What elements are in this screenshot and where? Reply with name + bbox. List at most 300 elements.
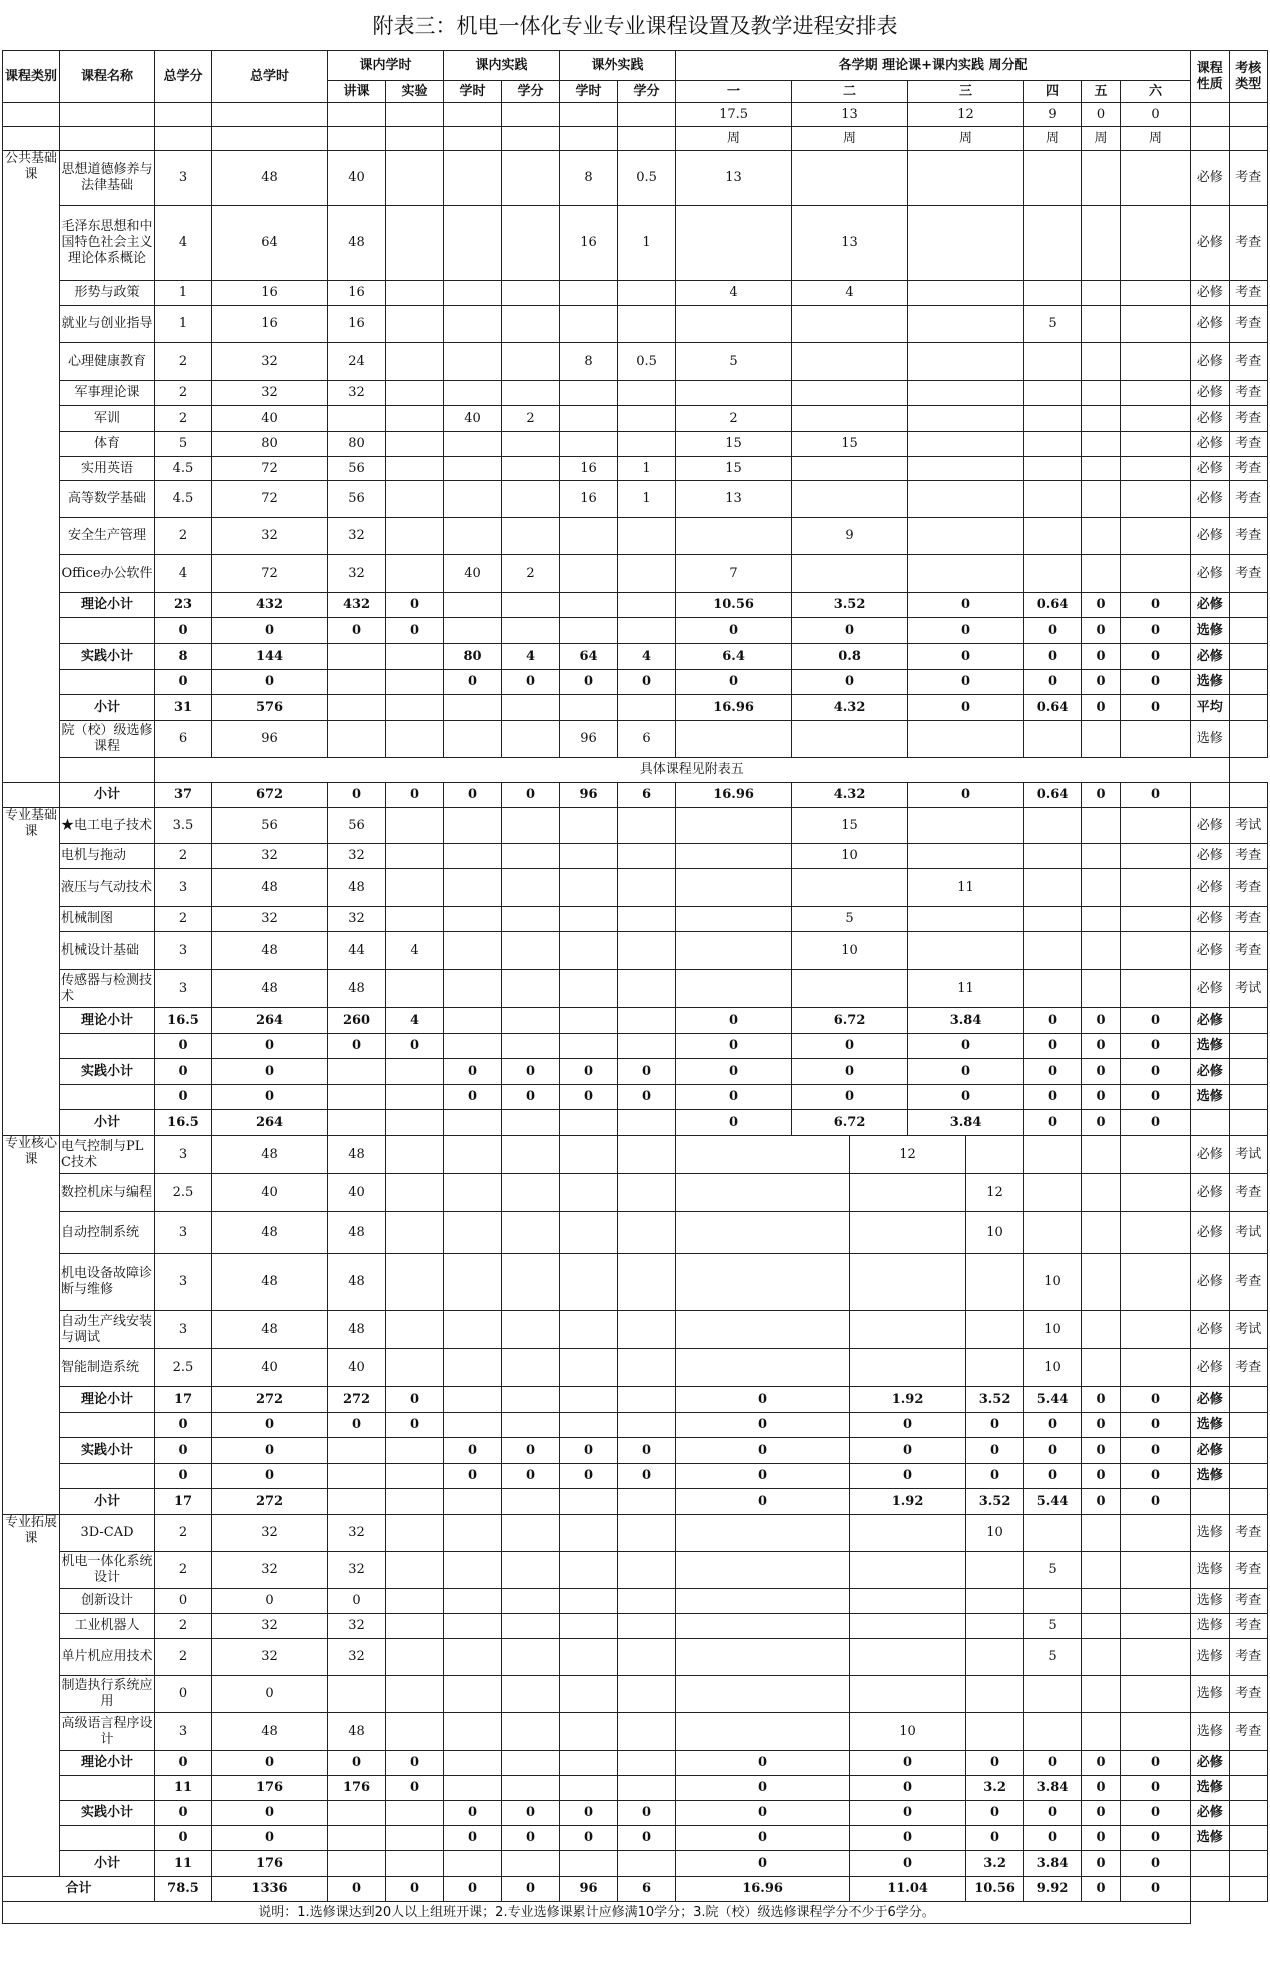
table-cell: 48 — [328, 1212, 386, 1254]
table-row — [3, 1826, 1268, 1851]
table-cell — [1191, 1877, 1229, 1902]
table-cell: 176 — [212, 1851, 328, 1877]
table-cell — [502, 844, 560, 869]
table-cell: 0 — [1121, 1776, 1191, 1801]
table-cell — [1082, 1713, 1121, 1751]
table-cell: 80 — [328, 432, 386, 457]
table-cell — [1024, 343, 1082, 381]
table-cell — [618, 127, 676, 151]
table-cell: 0 — [1082, 644, 1121, 670]
table-cell: 0 — [1121, 1489, 1191, 1515]
table-cell: 0 — [386, 593, 444, 618]
table-cell — [1121, 1676, 1191, 1713]
table-cell — [1082, 151, 1121, 206]
table-cell — [1229, 103, 1267, 127]
table-cell: 0 — [1082, 670, 1121, 695]
table-cell: 0 — [328, 1413, 386, 1438]
table-cell — [386, 306, 444, 343]
table-cell — [560, 1851, 618, 1877]
table-cell: 0 — [502, 670, 560, 695]
table-cell — [386, 1311, 444, 1349]
table-cell: 0 — [1024, 1085, 1082, 1110]
table-cell — [1229, 618, 1267, 644]
table-cell: 3.2 — [966, 1851, 1024, 1877]
table-cell — [1121, 907, 1191, 932]
table-cell: 3.5 — [155, 808, 212, 844]
summary-label — [60, 1776, 155, 1801]
table-cell: 必修 — [1191, 644, 1229, 670]
table-cell: 0 — [502, 1464, 560, 1489]
category-public: 公共基础课 — [3, 151, 60, 783]
table-cell: 23 — [155, 593, 212, 618]
table-cell — [966, 1552, 1024, 1589]
table-cell — [560, 1515, 618, 1552]
table-cell — [966, 1349, 1024, 1387]
table-cell: 0 — [1121, 783, 1191, 808]
table-cell: 0 — [155, 1751, 212, 1776]
table-cell: 0 — [676, 1387, 850, 1413]
table-cell: 4 — [618, 644, 676, 670]
table-cell — [1121, 1349, 1191, 1387]
table-cell: 2 — [155, 1639, 212, 1676]
table-cell — [1082, 808, 1121, 844]
table-cell — [1229, 1489, 1267, 1515]
table-row — [3, 103, 1268, 127]
table-cell: 0 — [502, 1085, 560, 1110]
table-cell: 0 — [1121, 593, 1191, 618]
table-row — [3, 1254, 1268, 1311]
table-cell — [560, 1614, 618, 1639]
week-cell: 周 — [1121, 127, 1191, 151]
table-cell — [386, 1212, 444, 1254]
week-cell: 周 — [1024, 127, 1082, 151]
table-cell: 32 — [212, 1614, 328, 1639]
table-cell: 0 — [850, 1826, 966, 1851]
table-cell — [618, 1008, 676, 1034]
table-cell — [386, 1515, 444, 1552]
table-cell: 考查 — [1229, 1713, 1267, 1751]
course-name: 就业与创业指导 — [60, 306, 155, 343]
table-cell — [676, 721, 792, 758]
table-cell: 32 — [328, 1639, 386, 1676]
course-name: 传感器与检测技术 — [60, 970, 155, 1008]
table-cell — [502, 1851, 560, 1877]
table-cell: 0 — [212, 1413, 328, 1438]
table-cell — [908, 381, 1024, 406]
table-cell: 10.56 — [676, 593, 792, 618]
table-cell: 0.5 — [618, 343, 676, 381]
table-cell — [502, 127, 560, 151]
table-cell: 必修 — [1191, 1387, 1229, 1413]
table-cell: 考查 — [1229, 1349, 1267, 1387]
table-cell: 2 — [502, 555, 560, 593]
table-cell — [328, 1464, 386, 1489]
table-cell: 16.96 — [676, 783, 792, 808]
table-cell: 5 — [1024, 1552, 1082, 1589]
table-cell — [386, 1851, 444, 1877]
table-cell: 1 — [618, 481, 676, 518]
table-cell — [966, 1676, 1024, 1713]
table-cell: 0 — [966, 1464, 1024, 1489]
table-cell — [908, 457, 1024, 481]
table-cell — [386, 1349, 444, 1387]
table-cell — [1229, 1464, 1267, 1489]
table-cell — [618, 1212, 676, 1254]
table-cell — [1121, 1589, 1191, 1614]
table-cell — [1024, 869, 1082, 907]
table-cell: 0 — [966, 1826, 1024, 1851]
table-cell: 11 — [908, 970, 1024, 1008]
table-cell: 3.52 — [966, 1489, 1024, 1515]
table-cell — [676, 932, 792, 970]
table-row — [3, 1851, 1268, 1877]
table-cell: 8 — [155, 644, 212, 670]
table-cell: 0 — [502, 1826, 560, 1851]
table-cell: 0 — [444, 1826, 502, 1851]
table-cell — [676, 970, 792, 1008]
table-cell — [1024, 721, 1082, 758]
table-cell — [444, 457, 502, 481]
table-cell — [328, 644, 386, 670]
table-cell — [1121, 457, 1191, 481]
table-cell: 0 — [155, 1589, 212, 1614]
table-cell — [560, 1776, 618, 1801]
table-cell — [502, 1008, 560, 1034]
table-cell — [386, 644, 444, 670]
table-cell: 17 — [155, 1387, 212, 1413]
summary-label: 理论小计 — [60, 593, 155, 618]
table-cell: 2 — [155, 844, 212, 869]
table-cell — [966, 1614, 1024, 1639]
summary-label — [60, 1464, 155, 1489]
table-cell — [1024, 406, 1082, 432]
table-cell: 0 — [792, 1059, 908, 1085]
course-name: 机电一体化系统设计 — [60, 1552, 155, 1589]
table-cell: 48 — [328, 1136, 386, 1174]
table-row — [3, 721, 1268, 758]
table-cell: 0 — [676, 1059, 792, 1085]
table-cell: 0 — [155, 1413, 212, 1438]
table-cell — [560, 127, 618, 151]
table-cell: 96 — [560, 783, 618, 808]
table-cell — [444, 1110, 502, 1136]
table-cell — [386, 1059, 444, 1085]
table-cell: 0 — [560, 1059, 618, 1085]
summary-label: 实践小计 — [60, 1801, 155, 1826]
table-row — [3, 481, 1268, 518]
table-cell — [444, 695, 502, 721]
table-cell: 0 — [792, 670, 908, 695]
course-name: 工业机器人 — [60, 1614, 155, 1639]
table-cell: 2.5 — [155, 1349, 212, 1387]
table-cell: 32 — [212, 844, 328, 869]
table-cell: 必修 — [1191, 518, 1229, 555]
table-cell — [444, 808, 502, 844]
table-cell: 3 — [155, 970, 212, 1008]
table-cell — [1121, 381, 1191, 406]
table-cell: 6.4 — [676, 644, 792, 670]
header-semester: 二 — [792, 81, 908, 103]
table-cell: 5 — [155, 432, 212, 457]
table-cell: 0 — [908, 695, 1024, 721]
table-cell — [676, 844, 792, 869]
header-semester: 六 — [1121, 81, 1191, 103]
table-cell — [502, 457, 560, 481]
table-cell: 0 — [502, 1059, 560, 1085]
table-cell — [676, 1614, 850, 1639]
table-cell: 32 — [328, 1552, 386, 1589]
table-cell — [1082, 1552, 1121, 1589]
table-cell — [1082, 343, 1121, 381]
table-cell: 0 — [908, 670, 1024, 695]
table-row — [3, 1136, 1268, 1174]
table-row — [3, 518, 1268, 555]
table-cell: 5 — [676, 343, 792, 381]
table-cell — [444, 844, 502, 869]
table-cell: 3 — [155, 1311, 212, 1349]
table-cell — [560, 1174, 618, 1212]
table-cell: 选修 — [1191, 1589, 1229, 1614]
table-cell — [386, 1639, 444, 1676]
table-cell — [1121, 206, 1191, 281]
table-cell: 选修 — [1191, 1776, 1229, 1801]
table-cell: 考查 — [1229, 151, 1267, 206]
table-cell: 0 — [386, 1034, 444, 1059]
header-op-hours: 学时 — [560, 81, 618, 103]
table-cell — [502, 518, 560, 555]
table-cell — [386, 381, 444, 406]
table-cell: 0.8 — [792, 644, 908, 670]
table-cell — [444, 1676, 502, 1713]
table-cell — [502, 1136, 560, 1174]
table-row — [3, 695, 1268, 721]
table-cell — [386, 1085, 444, 1110]
table-cell: 必修 — [1191, 869, 1229, 907]
table-cell — [1121, 406, 1191, 432]
table-cell: 32 — [328, 381, 386, 406]
table-row — [3, 1387, 1268, 1413]
table-row — [3, 1877, 1268, 1902]
table-cell: 96 — [560, 721, 618, 758]
table-cell: 32 — [212, 907, 328, 932]
header-nature: 课程性质 — [1191, 51, 1229, 103]
table-cell: 0 — [1024, 670, 1082, 695]
table-cell — [618, 1489, 676, 1515]
table-cell: 0 — [212, 618, 328, 644]
course-name: 3D-CAD — [60, 1515, 155, 1552]
course-name: 毛泽东思想和中国特色社会主义理论体系概论 — [60, 206, 155, 281]
table-row — [3, 1174, 1268, 1212]
table-cell — [908, 932, 1024, 970]
table-cell: 0 — [1024, 1008, 1082, 1034]
table-cell: 0 — [676, 1110, 792, 1136]
table-cell: 48 — [212, 869, 328, 907]
table-row — [3, 670, 1268, 695]
table-cell — [328, 1059, 386, 1085]
table-cell — [1229, 721, 1267, 758]
table-cell — [1024, 1136, 1082, 1174]
summary-label — [60, 618, 155, 644]
table-cell — [676, 1515, 850, 1552]
table-cell: 0 — [328, 783, 386, 808]
table-cell — [502, 206, 560, 281]
table-cell: 0 — [444, 1464, 502, 1489]
table-cell: 0 — [676, 670, 792, 695]
table-cell: 0 — [1082, 1110, 1121, 1136]
table-cell: 3 — [155, 1212, 212, 1254]
table-cell: 0 — [792, 618, 908, 644]
table-cell — [386, 518, 444, 555]
table-cell: 32 — [212, 518, 328, 555]
table-cell — [618, 1751, 676, 1776]
table-cell: 考查 — [1229, 343, 1267, 381]
table-cell: 16 — [560, 481, 618, 518]
table-cell — [502, 695, 560, 721]
table-cell: 0 — [1121, 618, 1191, 644]
table-cell: 0 — [908, 1085, 1024, 1110]
table-cell — [444, 481, 502, 518]
table-cell: 必修 — [1191, 1212, 1229, 1254]
table-cell: 11 — [155, 1776, 212, 1801]
table-cell: 0 — [444, 783, 502, 808]
table-cell — [1082, 306, 1121, 343]
table-cell: 32 — [212, 1552, 328, 1589]
table-cell — [444, 103, 502, 127]
table-cell: 2 — [676, 406, 792, 432]
table-cell — [386, 1713, 444, 1751]
table-cell: 0.5 — [618, 151, 676, 206]
table-cell — [502, 721, 560, 758]
table-cell — [618, 1136, 676, 1174]
table-cell: 0 — [1024, 1413, 1082, 1438]
table-cell: 3.84 — [908, 1008, 1024, 1034]
table-cell: 0 — [1024, 1464, 1082, 1489]
table-cell: 40 — [328, 151, 386, 206]
table-cell: 16.96 — [676, 1877, 850, 1902]
table-cell — [908, 518, 1024, 555]
table-cell: 9 — [792, 518, 908, 555]
table-cell — [1121, 518, 1191, 555]
table-cell: 5.44 — [1024, 1489, 1082, 1515]
table-cell: 2 — [502, 406, 560, 432]
table-cell — [966, 1136, 1024, 1174]
table-cell: 48 — [212, 970, 328, 1008]
table-cell — [966, 1639, 1024, 1676]
table-cell: 必修 — [1191, 1174, 1229, 1212]
table-cell: 0 — [676, 1464, 850, 1489]
table-cell — [3, 127, 60, 151]
table-cell: 48 — [212, 1713, 328, 1751]
table-cell: 必修 — [1191, 343, 1229, 381]
table-cell — [502, 1110, 560, 1136]
table-row — [3, 151, 1268, 206]
table-cell: 0 — [155, 618, 212, 644]
table-cell — [676, 907, 792, 932]
table-cell — [386, 808, 444, 844]
table-cell: 10 — [1024, 1349, 1082, 1387]
table-cell: 0 — [155, 1034, 212, 1059]
table-cell — [386, 869, 444, 907]
table-cell: 4 — [386, 932, 444, 970]
table-cell — [560, 406, 618, 432]
table-cell — [444, 1639, 502, 1676]
table-cell — [618, 932, 676, 970]
table-cell: 0 — [328, 1589, 386, 1614]
table-cell — [618, 1254, 676, 1311]
table-cell: 考查 — [1229, 518, 1267, 555]
table-cell — [502, 306, 560, 343]
table-cell — [502, 103, 560, 127]
table-cell — [676, 306, 792, 343]
table-cell — [618, 406, 676, 432]
table-cell: 5.44 — [1024, 1387, 1082, 1413]
table-cell: 0.64 — [1024, 695, 1082, 721]
table-cell — [792, 869, 908, 907]
table-cell — [560, 1311, 618, 1349]
table-cell: 37 — [155, 783, 212, 808]
table-cell — [502, 1515, 560, 1552]
table-cell: 0 — [850, 1413, 966, 1438]
table-cell: 0 — [1121, 1110, 1191, 1136]
table-cell — [618, 1311, 676, 1349]
table-cell: 考查 — [1229, 1515, 1267, 1552]
table-cell: 10 — [792, 844, 908, 869]
table-cell — [1024, 970, 1082, 1008]
table-cell — [1024, 907, 1082, 932]
table-cell: 0 — [676, 1776, 850, 1801]
table-cell — [444, 1614, 502, 1639]
table-cell — [386, 907, 444, 932]
table-cell — [792, 381, 908, 406]
table-cell — [502, 432, 560, 457]
table-cell: 考查 — [1229, 907, 1267, 932]
table-cell — [908, 844, 1024, 869]
table-cell — [444, 518, 502, 555]
table-cell: 0 — [1121, 1085, 1191, 1110]
table-cell — [792, 343, 908, 381]
table-cell: 72 — [212, 555, 328, 593]
table-cell: 0 — [1024, 1059, 1082, 1085]
table-cell — [444, 1387, 502, 1413]
table-cell — [502, 1413, 560, 1438]
table-cell: 0 — [386, 1751, 444, 1776]
table-cell: 432 — [212, 593, 328, 618]
table-cell: 0 — [966, 1751, 1024, 1776]
table-cell — [966, 1589, 1024, 1614]
table-cell — [328, 695, 386, 721]
table-cell: 2 — [155, 907, 212, 932]
summary-label — [60, 670, 155, 695]
table-cell: 2 — [155, 1552, 212, 1589]
table-cell: 考查 — [1229, 432, 1267, 457]
table-cell: 0 — [1082, 1464, 1121, 1489]
table-cell: 432 — [328, 593, 386, 618]
table-cell — [1082, 1349, 1121, 1387]
table-cell — [676, 1174, 850, 1212]
table-cell: 16.5 — [155, 1110, 212, 1136]
course-schedule-table — [2, 50, 1268, 1924]
table-cell: 5 — [792, 907, 908, 932]
table-cell: 0 — [1121, 1751, 1191, 1776]
table-cell — [328, 103, 386, 127]
table-cell — [560, 1034, 618, 1059]
table-cell: 13 — [792, 206, 908, 281]
table-cell: 3 — [155, 869, 212, 907]
summary-label — [60, 1413, 155, 1438]
table-cell: 考查 — [1229, 281, 1267, 306]
table-cell: 0 — [792, 1085, 908, 1110]
table-cell — [444, 1212, 502, 1254]
